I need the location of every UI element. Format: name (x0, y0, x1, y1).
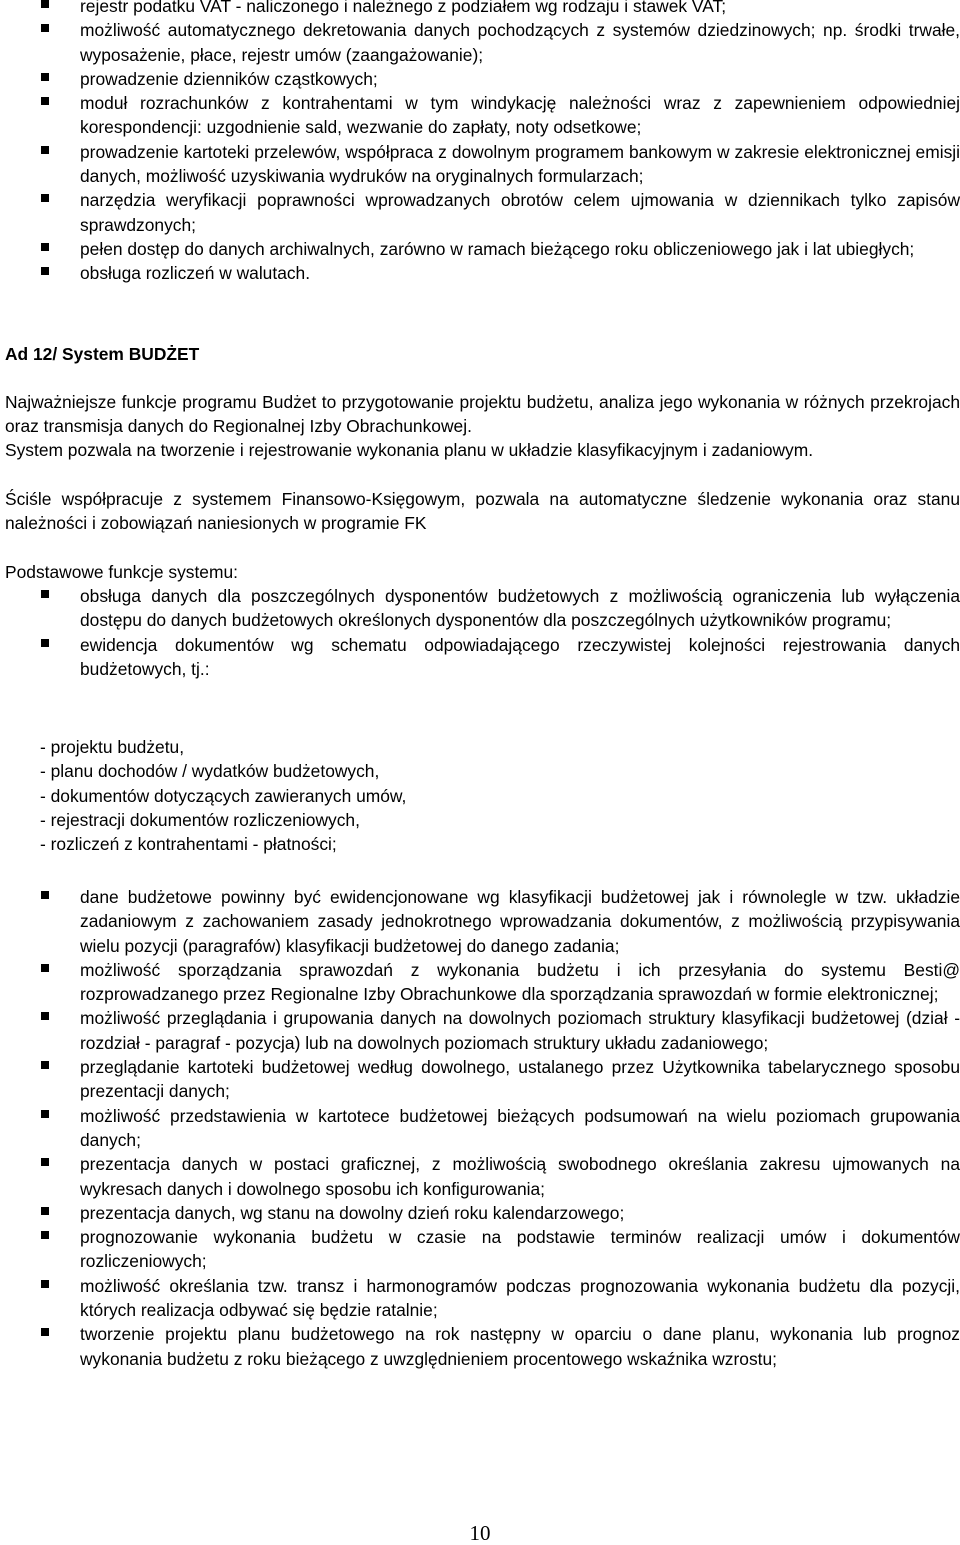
list-item: możliwość przedstawienia w kartotece budżetowej bieżących podsumowań na wielu poziomach grupowania danych; (0, 1104, 960, 1153)
list-item: obsługa rozliczeń w walutach. (0, 261, 960, 285)
list-item: - projektu budżetu, (40, 737, 185, 757)
list-item: narzędzia weryfikacji poprawności wprowadzanych obrotów celem ujmowania w dziennikach tylko zapisów sprawdzonych; (0, 188, 960, 237)
list-item: tworzenie projektu planu budżetowego na rok następny w oparciu o dane planu, wykonania lub prognoz wykonania budżetu z roku bieżącego z uwzględnieniem procentowego wskaźnika wzrostu; (0, 1322, 960, 1371)
page-number: 10 (469, 1521, 491, 1545)
list-item: prezentacja danych, wg stanu na dowolny dzień roku kalendarzowego; (0, 1201, 960, 1225)
list-item: pełen dostęp do danych archiwalnych, zarówno w ramach bieżącego roku obliczeniowego jak i lat ubiegłych; (0, 237, 960, 261)
list-item: prowadzenie kartoteki przelewów, współpraca z dowolnym programem bankowym w zakresie elektronicznej emisji danych, możliwość uzyskiwania wydruków na oryginalnych formularzach; (0, 140, 960, 189)
list-item: możliwość automatycznego dekretowania danych pochodzących z systemów dziedzinowych; np. środki trwałe, wyposażenie, płace, rejestr umów (zaangażowanie); (0, 18, 960, 67)
list-item: obsługa danych dla poszczególnych dysponentów budżetowych z możliwością ograniczenia lub wyłączenia dostępu do danych budżetowych określonych dysponentów dla poszczególnych użytkowników programu; (0, 584, 960, 633)
list-item: moduł rozrachunków z kontrahentami w tym windykację należności wraz z zapewnieniem odpowiedniej korespondencji: uzgodnienie sald, wezwanie do zapłaty, noty odsetkowe; (0, 91, 960, 140)
list-item: - planu dochodów / wydatków budżetowych, (40, 761, 380, 782)
intro-paragraph: Ściśle współpracuje z systemem Finansowo-Księgowym, pozwala na automatyczne śledzenie wykonania oraz stanu należności i zobowiązań naniesionych w programie FK (5, 489, 960, 534)
accounting-features-list (0, 0, 960, 286)
list-item: możliwość przeglądania i grupowania danych na dowolnych poziomach struktury klasyfikacji budżetowej (dział - rozdział - paragraf - pozycja) lub na dowolnych poziomach struktury układu zadaniowego; (0, 1006, 960, 1055)
list-item: dane budżetowe powinny być ewidencjonowane wg klasyfikacji budżetowej jak i równolegle w tzw. układzie zadaniowym z zachowaniem zasady jednokrotnego wprowadzania dokumentów, z możliwością przypisywania wielu pozycji (paragrafów) klasyfikacji budżetowej do danego zadania; (0, 885, 960, 958)
list-item: prowadzenie dzienników cząstkowych; (0, 67, 960, 91)
intro-paragraph: System pozwala na tworzenie i rejestrowanie wykonania planu w układzie klasyfikacyjnym i zadaniowym. (5, 440, 814, 460)
list-item: przeglądanie kartoteki budżetowej według dowolnego, ustalanego przez Użytkownika tabelarycznego sposobu prezentacji danych; (0, 1055, 960, 1104)
list-item: możliwość określania tzw. transz i harmonogramów podczas prognozowania wykonania budżetu dla pozycji, których realizacja odbywać się będzie ratalnie; (0, 1274, 960, 1323)
budget-features-list (0, 885, 960, 1371)
functions-label: Podstawowe funkcje systemu: (5, 562, 238, 582)
list-item: możliwość sporządzania sprawozdań z wykonania budżetu i ich przesyłania do systemu Besti@ rozprowadzanego przez Regionalne Izby Obrachunkowe dla sporządzania sprawozdań w formie elektronicznej; (0, 958, 960, 1007)
document-types-list (40, 735, 940, 856)
list-item: ewidencja dokumentów wg schematu odpowiadającego rzeczywistej kolejności rejestrowania danych budżetowych, tj.: (0, 633, 960, 682)
intro-paragraph: Najważniejsze funkcje programu Budżet to przygotowanie projektu budżetu, analiza jego wykonania w różnych przekrojach oraz transmisja danych do Regionalnej Izby Obrachunkowej. (5, 392, 960, 437)
list-item: prezentacja danych w postaci graficznej, z możliwością swobodnego określania zakresu ujmowanych na wykresach danych i dowolnego sposobu ich konfigurowania; (0, 1152, 960, 1201)
list-item: rejestr podatku VAT - naliczonego i należnego z podziałem wg rodzaju i stawek VAT; (0, 0, 960, 18)
section-heading: Ad 12/ System BUDŻET (5, 344, 200, 364)
list-item: prognozowanie wykonania budżetu w czasie na podstawie terminów realizacji umów i dokumentów rozliczeniowych; (0, 1225, 960, 1274)
basic-functions-list (0, 584, 960, 681)
list-item: - rozliczeń z kontrahentami - płatności; (40, 834, 337, 855)
list-item: - rejestracji dokumentów rozliczeniowych, (40, 809, 360, 830)
list-item: - dokumentów dotyczących zawieranych umów, (40, 785, 407, 806)
